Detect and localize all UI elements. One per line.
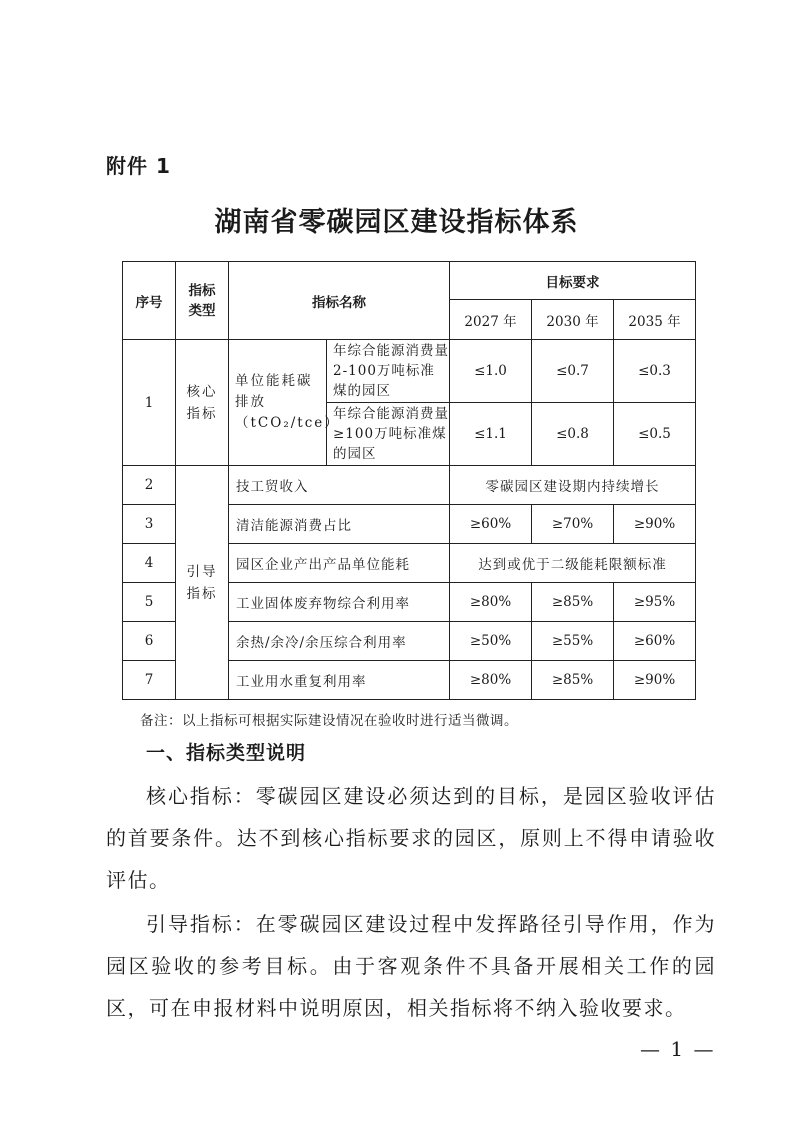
sub-indicator-label: 年综合能源消费量2-100万吨标准煤的园区 — [327, 340, 450, 403]
value-cell: ≥50% — [450, 622, 532, 661]
sub-indicator-label: 年综合能源消费量≥100万吨标准煤的园区 — [327, 403, 450, 466]
indicator-name: 技工贸收入 — [229, 466, 450, 505]
value-cell: ≥85% — [532, 661, 614, 700]
row-seq: 4 — [123, 544, 176, 583]
value-cell: ≥55% — [532, 622, 614, 661]
indicator-name: 工业固体废弃物综合利用率 — [229, 583, 450, 622]
paragraph-guide: 引导指标：在零碳园区建设过程中发挥路径引导作用，作为园区验收的参考目标。由于客观条件不具备开展相关工作的园区，可在申报材料中说明原因，相关指标将不纳入验收要求。 — [106, 912, 716, 1020]
value-cell: ≥80% — [450, 661, 532, 700]
value-cell: ≤0.3 — [614, 340, 696, 403]
row-seq: 6 — [123, 622, 176, 661]
indicator-name: 工业用水重复利用率 — [229, 661, 450, 700]
indicator-name: 清洁能源消费占比 — [229, 505, 450, 544]
category-core: 核心指标 — [176, 340, 229, 466]
indicator-name: 园区企业产出产品单位能耗 — [229, 544, 450, 583]
table-note: 备注：以上指标可根据实际建设情况在验收时进行适当微调。 — [140, 713, 518, 729]
row-seq: 7 — [123, 661, 176, 700]
category-guide: 引导指标 — [176, 466, 229, 700]
indicator-name — [229, 340, 340, 466]
value-cell: ≤0.5 — [614, 403, 696, 466]
header-type: 指标类型 — [176, 262, 229, 340]
page-number: — 1 — — [640, 1037, 716, 1061]
value-cell: ≤1.0 — [450, 340, 532, 403]
section-heading: 一、指标类型说明 — [146, 742, 307, 764]
value-cell: ≥95% — [614, 583, 696, 622]
value-cell: ≥70% — [532, 505, 614, 544]
value-cell: ≤1.1 — [450, 403, 532, 466]
table-row — [123, 466, 696, 505]
value-cell: ≥60% — [614, 622, 696, 661]
indicator-table — [122, 261, 696, 700]
header-year-2035: 2035 年 — [614, 300, 696, 340]
attachment-label: 附件 1 — [106, 154, 171, 178]
row-seq: 3 — [123, 505, 176, 544]
merged-target: 达到或优于二级能耗限额标准 — [450, 544, 696, 583]
merged-target: 零碳园区建设期内持续增长 — [450, 466, 696, 505]
value-cell: ≥80% — [450, 583, 532, 622]
header-seq: 序号 — [123, 262, 176, 340]
value-cell: ≥60% — [450, 505, 532, 544]
value-cell: ≤0.7 — [532, 340, 614, 403]
document-title: 湖南省零碳园区建设指标体系 — [214, 207, 579, 238]
header-target: 目标要求 — [450, 262, 696, 300]
header-year-2027: 2027 年 — [450, 300, 532, 340]
row-seq: 1 — [123, 340, 176, 466]
indicator-unit: （tCO₂/tce） — [235, 415, 340, 431]
indicator-name: 余热/余冷/余压综合利用率 — [229, 622, 450, 661]
value-cell: ≤0.8 — [532, 403, 614, 466]
header-name: 指标名称 — [229, 262, 450, 340]
value-cell: ≥90% — [614, 661, 696, 700]
indicator-name-text: 单位能耗碳排放 — [235, 373, 313, 410]
value-cell: ≥90% — [614, 505, 696, 544]
header-year-2030: 2030 年 — [532, 300, 614, 340]
value-cell: ≥85% — [532, 583, 614, 622]
row-seq: 5 — [123, 583, 176, 622]
table-row — [123, 340, 696, 403]
row-seq: 2 — [123, 466, 176, 505]
header-row-top — [123, 262, 696, 300]
paragraph-core: 核心指标：零碳园区建设必须达到的目标，是园区验收评估的首要条件。达不到核心指标要求的园区，原则上不得申请验收评估。 — [106, 784, 716, 892]
